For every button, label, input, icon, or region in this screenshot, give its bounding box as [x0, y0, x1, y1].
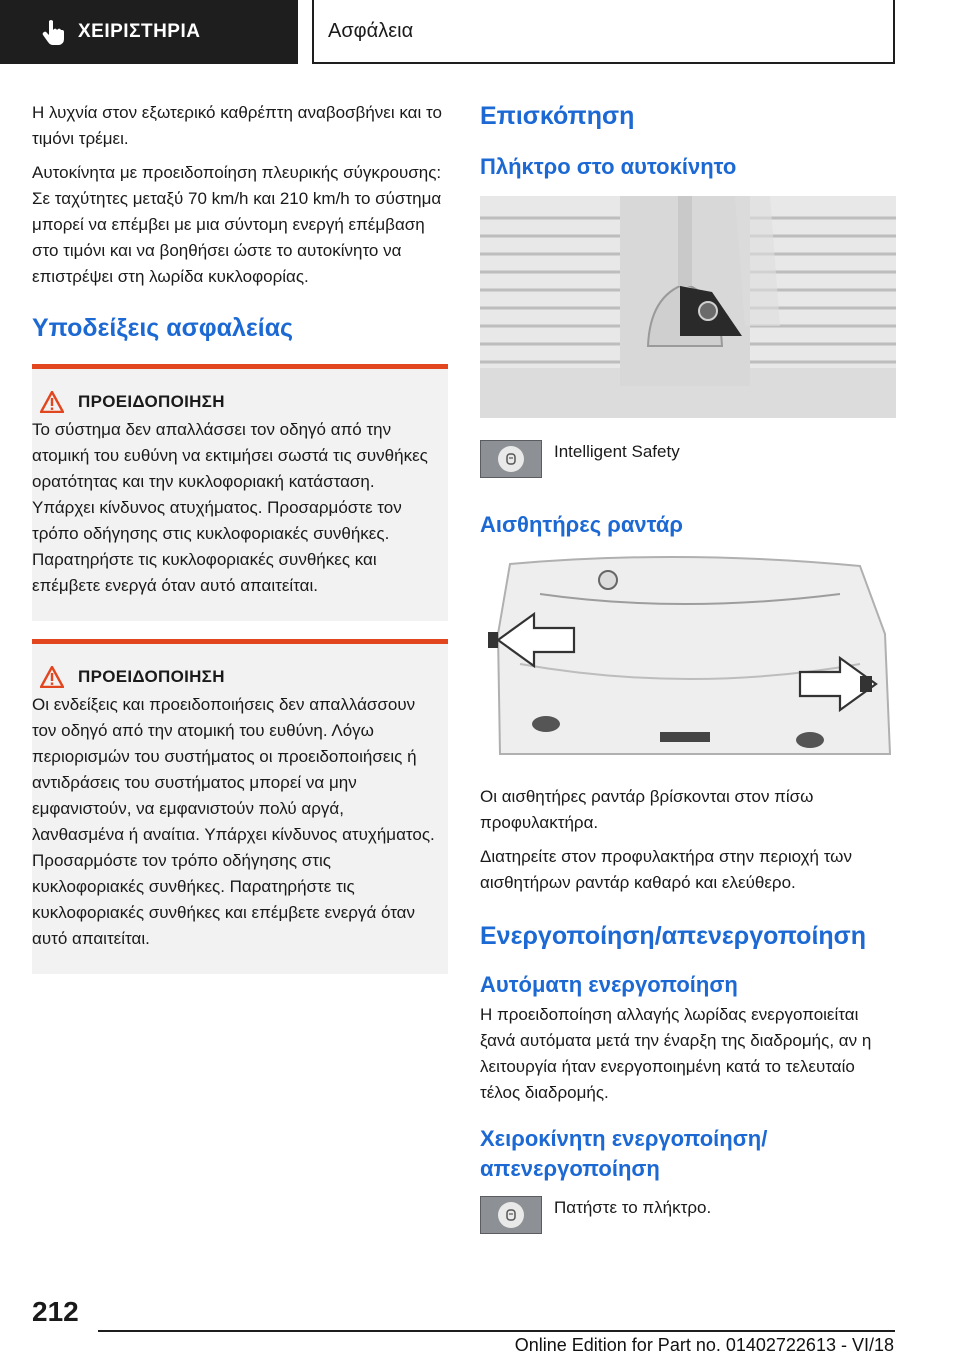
auto-activation-heading: Αυτόματη ενεργοποίηση: [480, 972, 738, 997]
footer-divider: [98, 1330, 895, 1332]
paragraph: Η προειδοποίηση αλλαγής λωρίδας ενεργοποιείται ξανά αυτόματα μετά την έναρξη της διαδρομής, αν η λειτουργία ήταν ενεργοποιημένη κατά το τελευταίο τέλος διαδρομής.: [480, 1005, 872, 1102]
safety-heading: Υποδείξεις ασφαλείας: [32, 314, 294, 342]
chapter-tab[interactable]: [0, 0, 298, 64]
button-heading: Πλήκτρο στο αυτοκίνητο: [480, 154, 737, 179]
warning-box: [32, 364, 448, 621]
rear-bumper-image: [480, 554, 896, 770]
chapter-tab-label: ΧΕΙΡΙΣΤΗΡΙΑ: [78, 21, 201, 42]
car-safety-icon: [504, 1208, 518, 1222]
instruction-text: Πατήστε το πλήκτρο.: [554, 1198, 712, 1217]
warning-text: Οι ενδείξεις και προειδοποιήσεις δεν απαλλάσσουν τον οδηγό από την ατομική του ευθύνη. Λόγω περιορισμών του συστήματος οι προειδοποιήσεις ή αντιδράσεις του συστήματος μπορεί να μην εμφανιστούν, να εμφανιστούν πολύ αργά, λανθασμένα ή αναίτια. Υπάρχει κίνδυνος ατυχήματος. Προσαρμόστε τον τρόπο οδήγησης στις κυκλοφοριακές συνθήκες. Παρατηρήστε τις κυκλοφοριακές συνθήκες και επέμβετε ενεργά όταν αυτό απαιτείται.: [32, 695, 435, 948]
radar-heading: Αισθητήρες ραντάρ: [480, 512, 683, 537]
car-button-image: [480, 196, 896, 418]
warning-title: ΠΡΟΕΙΔΟΠΟΙΗΣΗ: [78, 667, 225, 686]
activation-heading: Ενεργοποίηση/απενεργοποίηση: [480, 922, 867, 950]
hand-pointer-icon: [38, 17, 68, 47]
warning-title: ΠΡΟΕΙΔΟΠΟΙΗΣΗ: [78, 392, 225, 411]
paragraph: Η λυχνία στον εξωτερικό καθρέπτη αναβοσβήνει και το τιμόνι τρέμει.: [32, 103, 442, 148]
overview-heading: Επισκόπηση: [480, 102, 635, 130]
paragraph: Αυτοκίνητα με προειδοποίηση πλευρικής σύγκρουσης: Σε ταχύτητες μεταξύ 70 km/h και 210 km/h το σύστημα μπορεί να επέμβει με μια σύντομη ενεργή επέμβαση στο τιμόνι και να βοηθήσει ώστε το αυτοκίνητο να επιστρέψει στη λωρίδα κυκλοφορίας.: [32, 163, 442, 286]
button-label: Intelligent Safety: [554, 442, 680, 461]
warning-box: [32, 639, 448, 974]
button-instruction: [480, 1196, 896, 1234]
right-column: [480, 100, 896, 1234]
intelligent-safety-button[interactable]: [480, 440, 542, 478]
paragraph: Διατηρείτε στον προφυλακτήρα στην περιοχή των αισθητήρων ραντάρ καθαρό και ελεύθερο.: [480, 847, 852, 892]
warning-triangle-icon: [40, 391, 64, 413]
warning-text: Το σύστημα δεν απαλλάσσει τον οδηγό από την ατομική του ευθύνη να εκτιμήσει σωστά τις συνθήκες ορατότητας και την κυκλοφοριακή κατάσταση. Υπάρχει κίνδυνος ατυχήματος. Προσαρμόστε τον τρόπο οδήγησης στις κυκλοφοριακές συνθήκες. Παρατηρήστε τις κυκλοφοριακές συνθήκες και επέμβετε ενεργά όταν αυτό απαιτείται.: [32, 420, 428, 595]
intelligent-safety-button[interactable]: [480, 1196, 542, 1234]
page-number: 212: [32, 1296, 79, 1327]
section-title: Ασφάλεια: [312, 0, 895, 64]
manual-activation-heading: Χειροκίνητη ενεργοποίηση/απενεργοποίηση: [480, 1126, 768, 1181]
car-safety-icon: [504, 452, 518, 466]
paragraph: Οι αισθητήρες ραντάρ βρίσκονται στον πίσω προφυλακτήρα.: [480, 787, 814, 832]
left-column: [32, 100, 448, 974]
footer-edition[interactable]: Online Edition for Part no. 01402722613 - VI/18: [514, 1335, 894, 1355]
warning-triangle-icon: [40, 666, 64, 688]
button-legend: [480, 440, 896, 478]
